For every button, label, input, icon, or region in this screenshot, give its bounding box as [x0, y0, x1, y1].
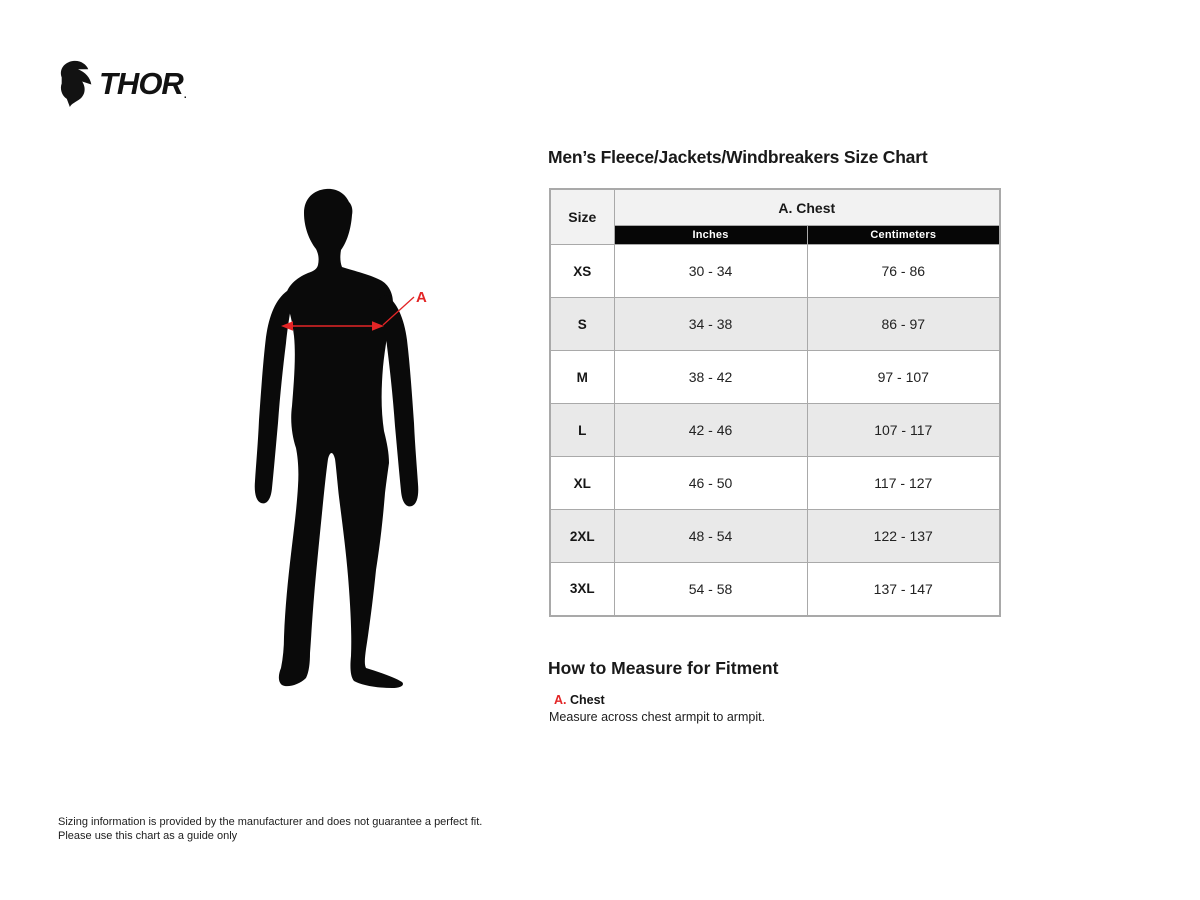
size-column-header: Size [550, 189, 614, 245]
trademark-dot: . [183, 90, 187, 101]
size-chart-table [549, 188, 1001, 617]
measure-description: Measure across chest armpit to armpit. [549, 710, 766, 724]
inches-value: 30 - 34 [614, 245, 807, 298]
size-label: L [550, 404, 614, 457]
table-row-2xl [550, 510, 1000, 563]
table-row-3xl [550, 563, 1000, 616]
centimeters-value: 137 - 147 [807, 563, 1000, 616]
inches-value: 34 - 38 [614, 298, 807, 351]
unit-header-row [550, 226, 1000, 245]
centimeters-value: 97 - 107 [807, 351, 1000, 404]
chest-marker-label: A [416, 289, 427, 306]
chest-group-header: A. Chest [614, 189, 1000, 226]
centimeters-value: 86 - 97 [807, 298, 1000, 351]
measure-letter: A. [554, 693, 567, 707]
inches-value: 48 - 54 [614, 510, 807, 563]
centimeters-value: 122 - 137 [807, 510, 1000, 563]
size-label: M [550, 351, 614, 404]
male-silhouette [240, 185, 440, 705]
centimeters-value: 76 - 86 [807, 245, 1000, 298]
size-label: XS [550, 245, 614, 298]
disclaimer-line-2: Please use this chart as a guide only [58, 829, 238, 842]
size-label: XL [550, 457, 614, 510]
brand-logo-text: THOR [99, 66, 183, 101]
inches-value: 46 - 50 [614, 457, 807, 510]
inches-header: Inches [614, 226, 807, 245]
inches-value: 38 - 42 [614, 351, 807, 404]
measure-item-chest [554, 693, 605, 707]
measure-name: Chest [569, 693, 605, 707]
inches-value: 42 - 46 [614, 404, 807, 457]
size-label: S [550, 298, 614, 351]
table-row-xl [550, 457, 1000, 510]
table-row-s [550, 298, 1000, 351]
centimeters-value: 107 - 117 [807, 404, 1000, 457]
size-label: 3XL [550, 563, 614, 616]
thor-goat-icon [57, 60, 95, 107]
measurement-figure [240, 185, 440, 705]
centimeters-value: 117 - 127 [807, 457, 1000, 510]
table-row-xs [550, 245, 1000, 298]
centimeters-header: Centimeters [807, 226, 1000, 245]
disclaimer [58, 816, 482, 843]
size-chart-title: Men’s Fleece/Jackets/Windbreakers Size Chart [548, 147, 928, 167]
table-row-l [550, 404, 1000, 457]
table-row-m [550, 351, 1000, 404]
how-to-measure-heading: How to Measure for Fitment [548, 658, 779, 678]
brand-logo [57, 60, 187, 107]
group-header-row [550, 189, 1000, 226]
size-label: 2XL [550, 510, 614, 563]
inches-value: 54 - 58 [614, 563, 807, 616]
disclaimer-line-1: Sizing information is provided by the manufacturer and does not guarantee a perfect fit. [58, 816, 483, 828]
